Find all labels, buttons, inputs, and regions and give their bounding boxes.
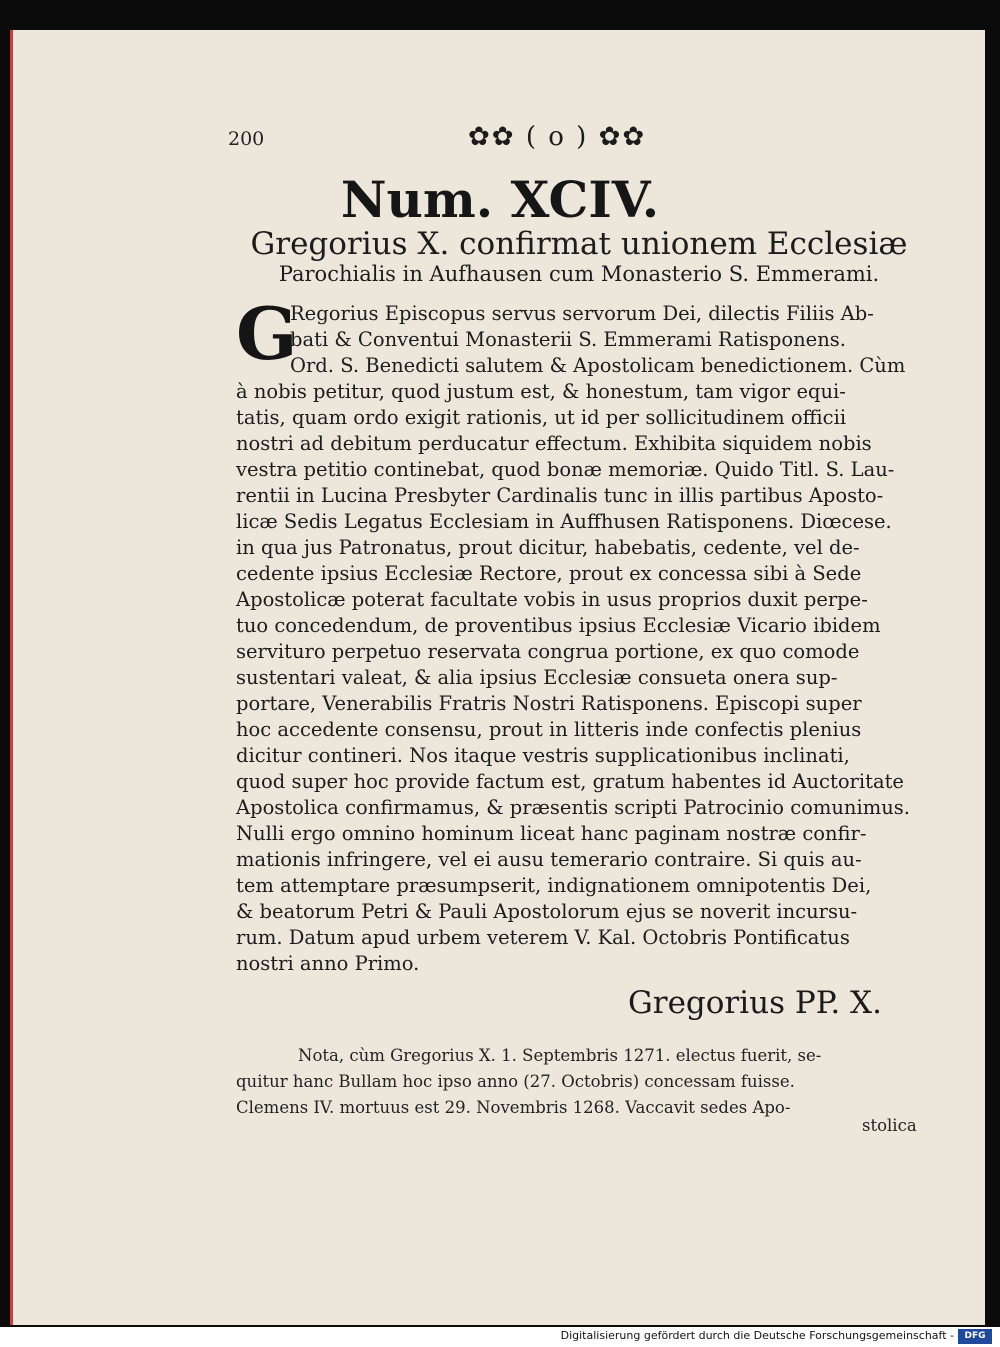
page-header (228, 122, 828, 158)
body-line: portare, Venerabilis Fratris Nostri Ratisponens. Episcopi super (236, 692, 862, 715)
document-title: Num. XCIV. (340, 170, 660, 229)
body-line: cedente ipsius Ecclesiæ Rectore, prout ex concessa sibi à Sede (236, 562, 862, 585)
body-line: vestra petitio continebat, quod bonæ memoriæ. Quido Titl. S. Lau- (236, 458, 895, 481)
document-subtitle: Gregorius X. confirmat unionem Ecclesiæ (250, 226, 908, 262)
body-line: Apostolicæ poterat facultate vobis in usus proprios duxit perpe- (236, 588, 868, 611)
body-line: rentii in Lucina Presbyter Cardinalis tunc in illis partibus Aposto- (236, 484, 884, 507)
body-line: sustentari valeat, & alia ipsius Ecclesiæ consueta onera sup- (236, 666, 838, 689)
signature: Gregorius PP. X. (628, 985, 882, 1021)
body-line: rum. Datum apud urbem veterem V. Kal. Octobris Pontificatus (236, 926, 850, 949)
body-line: in qua jus Patronatus, prout dicitur, habebatis, cedente, vel de- (236, 536, 860, 559)
note-line: Clemens IV. mortuus est 29. Novembris 1268. Vaccavit sedes Apo- (236, 1098, 791, 1117)
body-line: hoc accedente consensu, prout in litteris inde confectis plenius (236, 718, 862, 741)
note-line: quitur hanc Bullam hoc ipso anno (27. Octobris) concessam fuisse. (236, 1072, 795, 1091)
body-line: Nulli ergo omnino hominum liceat hanc paginam nostræ confir- (236, 822, 867, 845)
note-line: stolica (862, 1116, 917, 1135)
drop-cap-initial: G (236, 291, 298, 376)
document-subtitle-line2: Parochialis in Aufhausen cum Monasterio S. Emmerami. (278, 262, 880, 286)
footer-credit: Digitalisierung gefördert durch die Deutsche Forschungsgemeinschaft - (560, 1329, 954, 1342)
body-line: tatis, quam ordo exigit rationis, ut id per sollicitudinem officii (236, 406, 847, 429)
body-line: dicitur contineri. Nos itaque vestris supplicationibus inclinati, (236, 744, 850, 767)
body-line: Regorius Episcopus servus servorum Dei, dilectis Filiis Ab- (290, 302, 874, 325)
header-ornament: ✿✿ ( o ) ✿✿ (468, 122, 647, 152)
body-line: & beatorum Petri & Pauli Apostolorum ejus se noverit incursu- (236, 900, 858, 923)
body-line: mationis infringere, vel ei ausu temerario contraire. Si quis au- (236, 848, 862, 871)
body-line: nostri ad debitum perducatur effectum. Exhibita siquidem nobis (236, 432, 872, 455)
body-line: Apostolica confirmamus, & præsentis scripti Patrocinio comunimus. (236, 796, 910, 819)
body-line: servituro perpetuo reservata congrua portione, ex quo comode (236, 640, 860, 663)
body-line: licæ Sedis Legatus Ecclesiam in Auffhusen Ratisponens. Diœcese. (236, 510, 892, 533)
body-line: tem attemptare præsumpserit, indignationem omnipotentis Dei, (236, 874, 872, 897)
body-line: quod super hoc provide factum est, gratum habentes id Auctoritate (236, 770, 904, 793)
body-line: à nobis petitur, quod justum est, & honestum, tam vigor equi- (236, 380, 846, 403)
note-line: Nota, cùm Gregorius X. 1. Septembris 1271. electus fuerit, se- (298, 1046, 822, 1065)
body-line: nostri anno Primo. (236, 952, 420, 975)
footer-bar (0, 1327, 1000, 1347)
body-line: bati & Conventui Monasterii S. Emmerami Ratisponens. (290, 328, 846, 351)
dfg-logo-icon[interactable]: DFG (958, 1329, 992, 1344)
page-number: 200 (228, 128, 265, 150)
body-line: tuo concedendum, de proventibus ipsius Ecclesiæ Vicario ibidem (236, 614, 881, 637)
body-line: Ord. S. Benedicti salutem & Apostolicam benedictionem. Cùm (290, 354, 906, 377)
